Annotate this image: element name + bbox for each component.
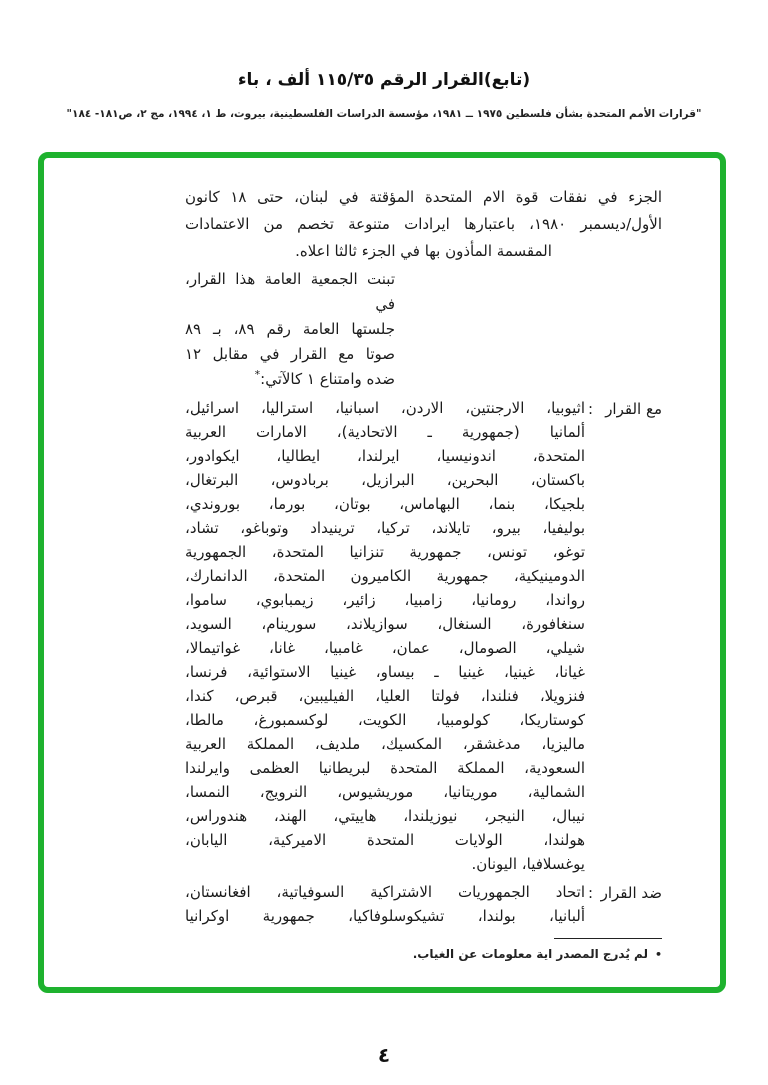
vote-line: يوغسلافيا، اليونان. <box>471 855 585 873</box>
vote-line: هولندا، الولايات المتحدة الاميركية، اليابان، <box>185 831 585 849</box>
vote-with-label-colon: : <box>588 400 594 418</box>
vote-line: ألمانيا (جمهورية ـ الاتحادية)، الامارات العربية <box>185 423 585 441</box>
vote-line: الشمالية، موريتانيا، موريشيوس، النرويج، النمسا، <box>185 783 585 801</box>
footnote-divider <box>554 938 662 939</box>
intro-line: المقسمة المأذون بها في الجزء ثالثا اعلاه. <box>295 242 552 260</box>
vote-line: فنزويلا، فنلندا، فولتا العليا، الفيليبين، قبرص، كندا، <box>185 687 585 705</box>
vote-with-label <box>588 397 662 421</box>
vote-against-label-text: ضد القرار <box>600 884 662 902</box>
vote-line: المتحدة، اندونيسيا، ايرلندا، ايطاليا، ايكوادور، <box>185 447 585 465</box>
adoption-line-text: ضده وامتناع ١ كالآتي: <box>260 370 395 388</box>
vote-line: السعودية، المملكة المتحدة لبريطانيا العظمى وايرلندا <box>185 759 585 777</box>
vote-line: غيانا، غينيا، غينيا ـ بيساو، غينيا الاستوائية، فرنسا، <box>185 663 585 681</box>
vote-line: ماليزيا، مدغشقر، المكسيك، ملديف، المملكة العربية <box>185 735 585 753</box>
footnote-bullet: • <box>654 948 662 961</box>
adoption-line <box>185 367 395 392</box>
adoption-line: جلستها العامة رقم ٨٩، بـ ٨٩ <box>185 320 396 338</box>
vote-line: بوليفيا، بيرو، تايلاند، تركيا، ترينيداد وتوباغو، تشاد، <box>185 519 585 537</box>
resolution-text-content <box>44 158 720 964</box>
vote-against-label-colon: : <box>588 884 594 902</box>
vote-with-lines <box>185 396 585 876</box>
vote-line: ألبانيا، بولندا، تشيكوسلوفاكيا، جمهورية اوكرانيا <box>185 907 585 925</box>
vote-against-lines <box>185 880 585 928</box>
citation-line: "قرارات الأمم المتحدة بشأن فلسطين ١٩٧٥ ــ ١٩٨١، مؤسسة الدراسات الفلسطينية، بيروت، ط ١، ١٩٩٤، مج ٢، ص١٨١- ١٨٤" <box>66 108 702 120</box>
vote-with-block <box>185 396 662 876</box>
footnote-text: لم يُدرج المصدر اية معلومات عن الغياب. <box>412 947 648 961</box>
vote-against-label <box>588 881 662 905</box>
intro-paragraph <box>185 184 662 265</box>
intro-line: الجزء في نفقات قوة الام المتحدة المؤقتة في لبنان، حتى ١٨ كانون <box>185 188 662 206</box>
vote-line: كوستاريكا، كولومبيا، الكويت، لوكسمبورغ، مالطا، <box>185 711 585 729</box>
footnote-ref-asterisk: * <box>254 368 261 381</box>
vote-line: الدومينيكية، جمهورية الكاميرون المتحدة، الدانمارك، <box>185 567 585 585</box>
vote-line: اثيوبيا، الارجنتين، الاردن، اسبانيا، استراليا، اسرائيل، <box>185 399 585 417</box>
vote-line: بلجيكا، بنما، البهاماس، بوتان، بورما، بوروندي، <box>185 495 585 513</box>
intro-line: الأول/ديسمبر ١٩٨٠، باعتبارها ايرادات متنوعة تخصم من الاعتمادات <box>185 215 662 233</box>
vote-line: اتحاد الجمهوريات الاشتراكية السوفياتية، افغانستان، <box>185 883 585 901</box>
adoption-line: تبنت الجمعية العامة هذا القرار، في <box>185 270 395 313</box>
adoption-line: صوتا مع القرار في مقابل ١٢ <box>185 345 395 363</box>
footnote-line <box>185 945 662 964</box>
footnote-area <box>185 938 662 964</box>
adoption-paragraph <box>185 267 395 392</box>
page-title: (تابع)القرار الرقم ١١٥/٣٥ ألف ، باء <box>237 70 531 90</box>
vote-line: نيبال، النيجر، نيوزيلندا، هاييتي، الهند، هندوراس، <box>185 807 585 825</box>
page-number: ٤ <box>377 1043 391 1067</box>
vote-against-block <box>185 880 662 928</box>
vote-line: رواندا، رومانيا، زامبيا، زائير، زيمبابوي، ساموا، <box>185 591 585 609</box>
vote-with-label-text: مع القرار <box>605 400 662 418</box>
green-highlight-frame <box>38 152 726 993</box>
vote-line: توغو، تونس، جمهورية تنزانيا المتحدة، الجمهورية <box>185 543 585 561</box>
vote-line: سنغافورة، السنغال، سوازيلاند، سورينام، السويد، <box>185 615 585 633</box>
vote-line: شيلي، الصومال، عمان، غامبيا، غانا، غواتيمالا، <box>185 639 585 657</box>
vote-line: باكستان، البحرين، البرازيل، بربادوس، البرتغال، <box>185 471 585 489</box>
